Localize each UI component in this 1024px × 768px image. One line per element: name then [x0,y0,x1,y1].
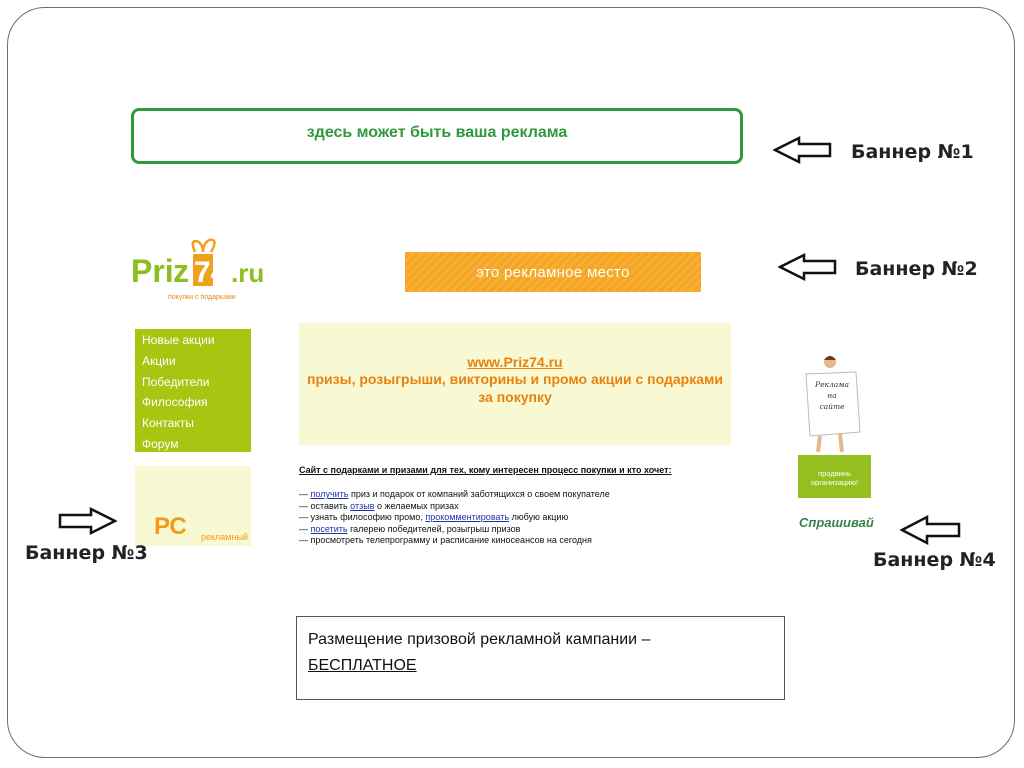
list-item [299,501,739,513]
site-nav-menu [135,329,251,452]
row-text: — [299,489,311,499]
site-description [299,465,739,545]
promo-url-link[interactable]: www.Priz74.ru [467,354,563,370]
row-text: приз и подарок от компаний заботящихся о своем покупателе [348,489,610,499]
nav-item-contacts[interactable]: Контакты [142,416,194,431]
list-item [299,489,739,501]
banner-4-label: Баннер №4 [873,549,996,571]
row-text: галерею победителей, розыгрыш призов [347,523,521,534]
get-prize-link[interactable]: получить [310,489,349,499]
svg-text:Pri: Pri [131,253,174,289]
info-box [296,616,785,700]
list-item [299,535,739,545]
sign-line: сайте [819,402,845,411]
description-heading: Сайт с подарками и призами для тех, кому интересен процесс покупки и кто хочет: [299,465,672,475]
banner-3-text: рекламный [201,532,248,542]
list-item [299,524,739,536]
info-line-1: Размещение призовой рекламной кампании – [308,631,651,648]
nav-item-new-promos[interactable]: Новые акции [142,333,215,347]
nav-item-forum[interactable]: Форум [142,436,179,451]
banner-4-sign-text [812,379,852,412]
banner-3[interactable] [135,466,251,546]
rc-logo-letters: РС [154,513,187,540]
banner-3-label: Баннер №3 [25,542,148,564]
nav-item-promos[interactable]: Акции [142,353,176,368]
row-text: о желаемых призах [374,500,459,511]
banner-2[interactable] [405,252,701,292]
promo-line: организацию! [810,478,859,487]
nav-item-philosophy[interactable]: Философия [142,395,208,410]
promo-tagline: призы, розыгрыши, викторины и промо акции с подарками за покупку [307,371,723,405]
banner-2-label: Баннер №2 [855,258,978,280]
sign-line: Реклама [815,380,849,389]
row-text: — [299,523,311,534]
banner-4[interactable] [798,352,874,542]
row-text: — оставить [299,500,351,511]
list-item [299,512,739,524]
sign-line: на [827,391,837,400]
promo-block [299,323,731,445]
left-arrow-icon [900,514,962,546]
logo-tagline: покупки с подарками [168,294,236,301]
banner-1-text: здесь может быть ваша реклама [306,124,568,141]
svg-text:.ru: .ru [231,258,265,288]
banner-1-label: Баннер №1 [851,141,974,163]
info-text [308,627,650,679]
left-arrow-icon [778,252,838,282]
info-line-2: БЕСПЛАТНОЕ [308,657,417,674]
review-link[interactable]: отзыв [350,500,375,511]
svg-text:z: z [173,253,189,289]
banner-2-text: это рекламное место [476,263,630,281]
rc-logo-icon [154,513,187,541]
row-text: — узнать философию промо, [299,512,426,522]
nav-item-winners[interactable]: Победители [142,374,210,389]
visit-gallery-link[interactable]: посетить [310,523,348,534]
svg-text:74: 74 [194,256,228,289]
comment-link[interactable]: прокомментировать [425,512,510,522]
banner-4-ask-text: Спрашивай [799,515,874,530]
row-text: любую акцию [509,512,569,522]
right-arrow-icon [57,506,117,536]
row-text: — просмотреть телепрограмму и расписание киносеансов на сегодня [299,535,592,545]
promo-line: продвинь [818,469,851,478]
left-arrow-icon [773,135,833,165]
banner-4-promo [798,455,871,498]
banner-1[interactable] [131,108,743,164]
site-logo[interactable] [131,236,276,306]
